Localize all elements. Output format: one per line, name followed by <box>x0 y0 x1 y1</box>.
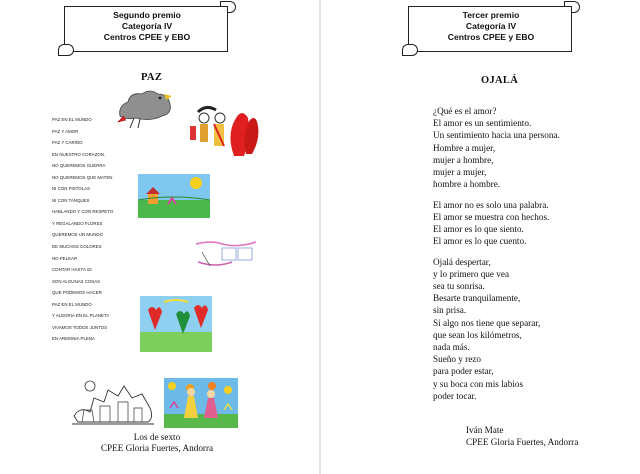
city-sketch-drawing <box>70 376 156 428</box>
poem-line: El amor es lo que cuento. <box>433 236 527 247</box>
poem-line: hombre a hombre. <box>433 179 501 190</box>
right-banner-category: Categoría IV <box>465 21 517 31</box>
poem-line: Ojalá despertar, <box>433 256 491 267</box>
right-banner <box>402 4 580 56</box>
poem-line: NI CON TANQUES <box>52 197 90 203</box>
poem-line: HABLANDO Y CON RESPETO <box>52 209 114 215</box>
poem-line: El amor se muestra con hechos. <box>433 211 550 222</box>
poem-line: El amor es lo que siento. <box>433 224 524 235</box>
poem-line: PAZ EN EL MUNDO <box>52 301 92 307</box>
poem-line: y su boca con mis labios <box>433 378 524 389</box>
poem-line: sin prisa. <box>433 305 467 316</box>
poem-line: ¿Qué es el amor? <box>433 106 497 116</box>
poem-line: Si algo nos tiene que separar, <box>433 317 541 328</box>
poem-line: PAZ Y CARIÑO <box>52 140 83 146</box>
author-school: CPEE Gloria Fuertes, Andorra <box>466 436 579 447</box>
poem-line: NO PELEAR <box>52 255 78 261</box>
poem-line: Y REGALANDO FLORES <box>52 220 103 226</box>
left-banner-prize: Segundo premio <box>113 10 181 20</box>
poem-line: PAZ Y AMOR <box>52 128 79 134</box>
stanza-3 <box>433 256 633 402</box>
right-poem-title: OJALÁ <box>481 75 519 86</box>
poem-line: EN NUESTRO CORAZON. <box>52 151 106 157</box>
left-banner-centers: Centros CPEE y EBO <box>103 32 191 42</box>
poem-line: Hombre a mujer, <box>433 142 496 153</box>
poem-line: PAZ EN EL MUNDO <box>52 117 92 122</box>
people-drawing <box>164 378 238 428</box>
landscape-drawing <box>138 174 210 218</box>
author-name: Iván Mate <box>466 425 504 435</box>
poem-line: mujer a mujer, <box>433 167 487 178</box>
stanza-2 <box>433 199 633 248</box>
poem-line: Besarte tranquilamente, <box>433 293 521 304</box>
dove-drawing <box>114 86 176 130</box>
credit-class: Los de sexto <box>133 432 181 442</box>
page-divider <box>319 0 321 474</box>
poem-line: QUEREMOS UN MUNDO <box>52 232 103 238</box>
left-banner-category: Categoría IV <box>121 21 173 31</box>
poem-line: NI CON PISTOLAS <box>52 186 90 192</box>
poem-line: VIVAMOS TODOS JUNTOS <box>52 324 108 330</box>
poem-line: QUE PODEMOS HACER <box>52 290 102 296</box>
left-banner <box>58 4 236 56</box>
left-credit <box>82 432 232 454</box>
left-poem-title: PAZ <box>141 72 163 83</box>
poem-line: nada más. <box>433 342 470 353</box>
credit-school: CPEE Gloria Fuertes, Andorra <box>100 443 214 453</box>
scroll-curl-bottom <box>402 44 418 56</box>
stanza-1 <box>433 105 633 190</box>
poem-line: El amor no es solo una palabra. <box>433 199 549 210</box>
poem-line: CONTAR HASTA 10 <box>52 267 92 273</box>
right-poem <box>433 105 633 410</box>
poem-line: y lo primero que vea <box>433 268 510 279</box>
hearts-drawing <box>140 296 212 352</box>
poem-line: NO QUEREMOS QUE MATEN <box>52 174 113 180</box>
poem-line: EN ARMONIA PLENA <box>52 336 95 342</box>
left-poem <box>52 114 152 345</box>
poem-line: El amor es un sentimiento. <box>433 118 532 129</box>
right-banner-prize: Tercer premio <box>462 10 520 20</box>
pink-sketch-drawing <box>192 232 262 276</box>
poem-line: sea tu sonrisa. <box>433 281 485 292</box>
poem-line: que sean los kilómetros, <box>433 329 522 340</box>
poem-line: mujer a hombre, <box>433 154 494 165</box>
poem-line: poder tocar. <box>433 390 477 401</box>
poem-line: SON ALGUNAS COSAS <box>52 278 101 284</box>
poem-line: DE MUCHOS COLORES <box>52 244 102 250</box>
children-drawing <box>186 104 264 160</box>
poem-line: Sueño y rezo <box>433 354 481 365</box>
poem-line: Un sentimiento hacia una persona. <box>433 130 560 141</box>
poem-line: para poder estar, <box>433 366 494 377</box>
poem-line: NO QUEREMOS GUERRA <box>52 163 106 169</box>
right-banner-centers: Centros CPEE y EBO <box>447 32 535 42</box>
scroll-curl-bottom <box>58 44 74 56</box>
poem-line: Y ALEGRIA EN EL PLANETA <box>52 313 110 319</box>
right-author <box>466 425 578 448</box>
